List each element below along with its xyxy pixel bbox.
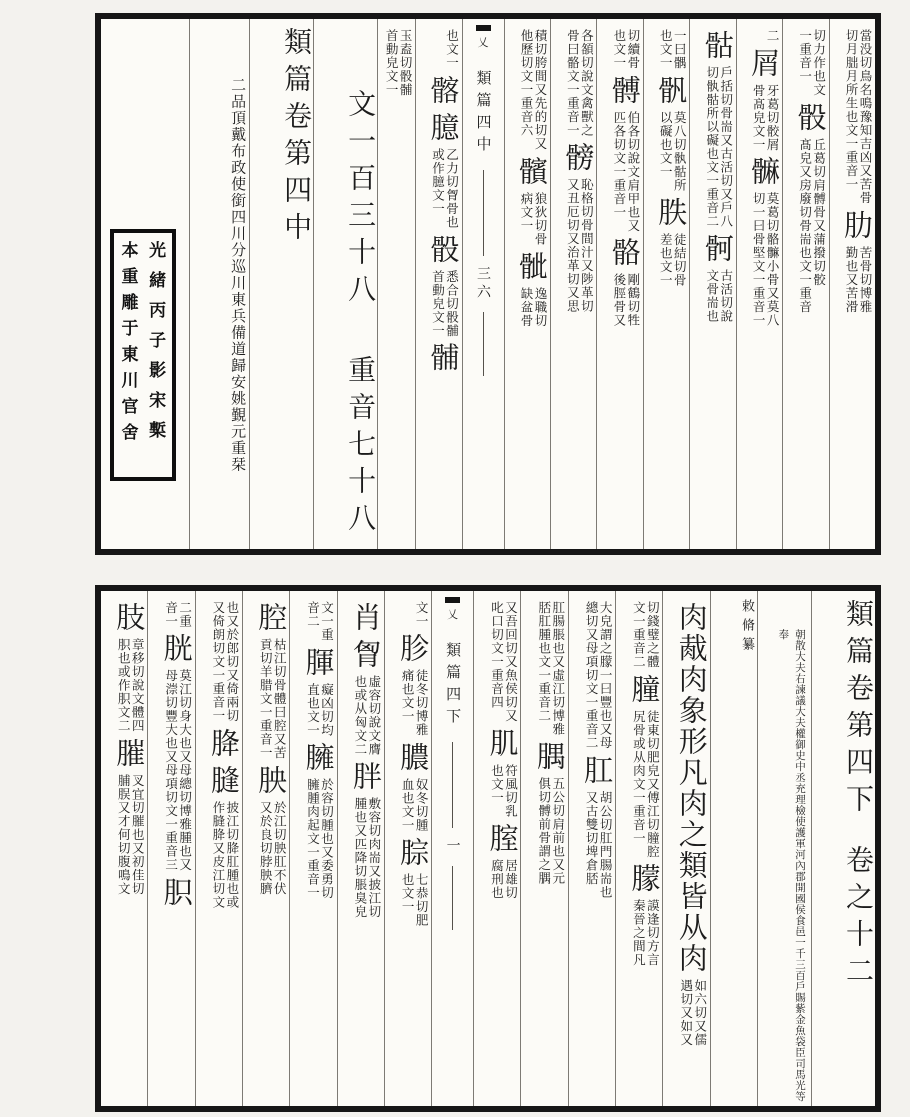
entry-character: 肖 (348, 602, 383, 633)
annotation-right-line: 悉合切骰䯙 (444, 269, 460, 337)
annotation-left-line: 也文一 (400, 872, 416, 913)
annotation-left-line: 或作臆文一 (430, 147, 446, 215)
annotation-left-line: 切一曰骨堅文一重音一 (751, 192, 767, 327)
text-column (289, 591, 336, 1106)
page-top-columns (101, 19, 875, 549)
annotation-right-line: 徒東切肥皃又傅江切膧腔 (645, 709, 661, 858)
entry-character: 胷 (348, 639, 383, 670)
entry-annotation (584, 791, 612, 899)
annotation-left-line: 遇切又如又 (678, 979, 694, 1047)
annotation-right-line: 文一 (414, 601, 430, 628)
text-column (520, 591, 567, 1106)
entry-character: 䯙 (426, 342, 461, 373)
entry-character: 骴 (514, 250, 549, 282)
entry-character: 胑 (159, 876, 194, 908)
annotation-right-line: 癡凶切均 (319, 682, 335, 737)
annotation-left-line: 髙皃又房廢切骨耑也文一重音 (797, 137, 813, 313)
entry-annotation (400, 669, 428, 737)
text-column (662, 591, 709, 1106)
text-column (829, 19, 875, 549)
entry-annotation (258, 638, 286, 760)
entry-character: 腟 (485, 822, 520, 854)
text-column (782, 19, 828, 549)
annotation-left-line: 貢切羊腊文一重音一 (258, 638, 274, 760)
annotation-left-line: 文骨耑也 (704, 269, 720, 323)
entry-annotation (353, 797, 381, 919)
annotation-left-line: 骨曰骼文一重音一 (565, 29, 581, 137)
annotation-right-line: 胡公切肛門腸耑也 (598, 790, 614, 899)
entry-annotation (612, 29, 640, 70)
text-column (195, 591, 242, 1106)
annotation-right-line: 謨逢切方言 (645, 899, 661, 967)
entry-annotation (612, 111, 640, 233)
text-column (615, 591, 662, 1106)
heading-text: 類篇卷第四中 (280, 27, 314, 249)
banxin-rule (452, 866, 453, 930)
annotation-right-line: 苦骨切博雅 (858, 245, 873, 313)
entry-annotation (519, 287, 547, 328)
banxin-rule (483, 170, 484, 256)
entry-character: 胗 (396, 633, 431, 664)
text-column (384, 591, 431, 1106)
spacer (359, 311, 361, 355)
text-column (710, 591, 757, 1106)
entry-character: 髂 (426, 74, 461, 106)
entry-character: 膖 (206, 764, 241, 796)
annotation-right-line: 莫葛切骼髍小骨又莫八 (765, 192, 781, 327)
annotation-right-line: 也又於郎切又倚兩切 (224, 601, 240, 723)
entry-annotation (400, 778, 428, 832)
entry-annotation (164, 601, 192, 628)
annotation-right-line: 莫江切身大也又母總切博雅腫也又 (177, 669, 193, 872)
entry-annotation (584, 601, 612, 750)
entry-annotation (565, 29, 593, 137)
entry-character: 肢 (112, 602, 147, 633)
annotation-right-line: 大皃謂之朦一曰豐也又母 (598, 601, 614, 750)
title-column (811, 591, 875, 1106)
annotation-right-line: 當没切鳥名鳴豫知吉凶又苦骨 (858, 29, 873, 205)
banxin-rule (483, 312, 484, 376)
annotation-left-line: 切月朏月所生也文一重音一 (844, 29, 859, 191)
annotation-left-line: 秦晉之間凡 (631, 899, 647, 967)
entry-annotation (705, 66, 733, 228)
annotation-right-line: 如六切又儒 (692, 979, 708, 1047)
text-column (596, 19, 642, 549)
banxin-folio-number: 三六 (475, 266, 491, 302)
banxin-fishtail-mark: 乂 (447, 608, 459, 621)
text-column (736, 19, 782, 549)
entry-annotation (798, 138, 826, 314)
entry-annotation (705, 269, 733, 323)
annotation-left-line: 母漴切豐大也又母項切文一重音三 (163, 669, 179, 872)
banxin-title: 類篇四下 (444, 642, 463, 730)
entry-annotation (211, 801, 239, 909)
text-column (473, 591, 520, 1106)
page-bottom-columns (101, 591, 875, 1106)
annotation-left-line: 也文一 (611, 29, 627, 70)
annotation-right-line: 剛鶴切牲 (625, 273, 641, 327)
annotation-right-line: 徒冬切博雅 (414, 669, 430, 737)
entry-character: 肌 (485, 727, 520, 759)
banxin-column (431, 591, 473, 1106)
entry-character: 骪 (654, 74, 689, 106)
text-column (415, 19, 461, 549)
banxin-block-mark (445, 597, 460, 603)
annotation-left-line: 尻骨或从肉文一重音一 (631, 709, 647, 845)
annotation-left-line: 匹各切文一重音一 (611, 110, 627, 219)
annotation-left-line: 總切又母項切文一重音二 (584, 601, 600, 750)
entry-annotation (116, 638, 144, 733)
entry-annotation (844, 29, 872, 205)
entry-annotation (751, 192, 779, 327)
annotation-left-line: 又倚朗切文一重音一 (210, 601, 226, 723)
annotation-right-line: 牙葛切骹屑 (765, 83, 781, 151)
text-column (550, 19, 596, 549)
banxin-title: 類篇四中 (474, 70, 493, 158)
annotation-right-line: 丘葛切肩髆骨又蒲撥切骹 (811, 137, 827, 286)
spacer (857, 821, 859, 845)
entry-character: 胱 (159, 633, 194, 664)
entry-annotation (631, 899, 659, 967)
annotation-left-line: 又於良切脖胦臍 (258, 800, 274, 895)
entry-character: 骰 (426, 233, 461, 265)
annotation-left-line: 骨髙皃文一 (751, 83, 767, 151)
annotation-right-line: 玉盍切骰䯙 (398, 29, 414, 97)
entry-annotation (519, 29, 547, 151)
entry-character: 䯊 (700, 233, 735, 264)
annotation-right-line: 恥格切骨間汁又陟革切 (579, 178, 595, 313)
annotation-right-line: 又吾回切又魚侯切又 (503, 601, 519, 723)
small-text: 朝散大夫右諫議大夫權御史中丞充理檢使護軍河內郡開國侯食邑一千三百戶賜紫金魚袋臣司馬光等奉 (777, 629, 806, 1102)
text-column (147, 591, 194, 1106)
annotation-left-line: 臃腫肉起文一重音一 (305, 777, 321, 899)
annotation-right-line: 伯各切說文肩甲也又 (625, 110, 641, 232)
heading-text: 類篇卷第四下 (842, 599, 875, 821)
banxin-rule (452, 742, 453, 828)
annotation-right-line: 文一重 (319, 601, 335, 642)
entry-annotation (445, 29, 459, 70)
annotation-left-line: 勤也又苦滑 (844, 245, 859, 313)
annotation-right-line: 居雄切 (503, 858, 519, 899)
annotation-right-line: 也文一 (444, 29, 460, 70)
annotation-right-line: 二重 (177, 601, 193, 628)
annotation-right-line: 於江切胦肛不伏 (272, 800, 288, 895)
annotation-right-line: 敷容切肉耑又披江切 (366, 797, 382, 919)
text-column (689, 19, 735, 549)
text-column (643, 19, 689, 549)
entry-annotation (489, 601, 517, 723)
text-column (504, 19, 550, 549)
entry-annotation (658, 29, 686, 70)
annotation-right-line: 切力作也文 (811, 29, 827, 97)
entry-annotation (384, 29, 412, 97)
entry-annotation (658, 111, 686, 192)
annotation-right-line: 逸職切 (532, 286, 548, 327)
annotation-left-line: 也文一 (489, 763, 505, 804)
annotation-right-line: 徒結切骨 (672, 232, 688, 287)
colophon-seal (110, 229, 176, 481)
entry-annotation (537, 601, 565, 736)
annotation-right-line: 奴冬切腫 (414, 777, 430, 832)
attribution-column (189, 19, 249, 549)
annotation-left-line: 差也文一 (658, 232, 674, 287)
page-bottom (95, 585, 881, 1112)
entry-annotation (658, 233, 686, 287)
annotation-right-line: 各頟切說文禽獸之 (579, 29, 595, 137)
annotation-left-line: 叱口切文一重音四 (489, 601, 505, 709)
entry-character: 骷 (700, 30, 735, 61)
entry-character: 髍 (747, 156, 782, 187)
entry-character: 骰 (793, 101, 828, 133)
annotation-left-line: 又古雙切埤倉脴 (584, 790, 600, 885)
annotation-left-line: 首動皃文一 (430, 269, 446, 337)
annotation-right-line: 符風切乳 (503, 763, 519, 818)
annotation-left-line: 文一重音二 (631, 601, 647, 669)
entry-character: 膗 (112, 737, 147, 769)
annotation-left-line: 首動皃文一 (384, 29, 400, 97)
entry-character: 胖 (348, 761, 383, 792)
seal-text-left: 本重雕于東川官舍 (117, 241, 138, 449)
entry-annotation (400, 873, 428, 927)
annotation-right-line: 切續骨 (625, 29, 641, 70)
entry-annotation (164, 669, 192, 872)
entry-annotation (431, 148, 459, 229)
entry-annotation (798, 29, 826, 97)
seal-column (101, 19, 189, 549)
annotation-left-line: 胑也或作胑文二 (116, 638, 132, 733)
entry-annotation (489, 859, 517, 900)
entry-annotation (431, 270, 459, 338)
text-column (377, 19, 415, 549)
text-column (568, 591, 615, 1106)
heading-text: 重音七十八 (344, 355, 378, 540)
entry-annotation (306, 601, 334, 642)
annotation-left-line: 音一 (163, 601, 179, 628)
text-column (337, 591, 384, 1106)
annotation-left-line: 作膖胮又皮江切文 (210, 800, 226, 909)
entry-annotation (751, 84, 779, 152)
entry-annotation (116, 774, 144, 896)
entry-annotation (211, 601, 239, 723)
entry-annotation (844, 246, 872, 314)
annotation-left-line: 缺盆骨 (518, 286, 534, 327)
entry-character: 腔 (254, 602, 289, 633)
entry-annotation (537, 777, 565, 885)
annotation-left-line: 血也文一 (400, 777, 416, 832)
annotation-left-line: 切骫骷所以礙也文一重音二 (704, 66, 720, 228)
annotation-right-line: 二 (765, 29, 781, 43)
annotation-right-line: 肛腸脹也又虛江切博雅 (550, 601, 566, 736)
entry-character: 腙 (396, 836, 431, 868)
annotation-left-line: 音二 (305, 601, 321, 628)
annotation-left-line: 脴肛腫也文一重音二 (536, 601, 552, 723)
entry-character: 屑 (747, 47, 782, 79)
annotation-right-line: 戶括切骨耑又古活切又戶八 (718, 66, 734, 228)
entry-annotation (306, 778, 334, 900)
text-column (242, 591, 289, 1106)
annotation-right-line: 狼狄切骨 (532, 191, 548, 246)
annotation-right-line: 五公切肩前也又元 (550, 777, 566, 885)
annotation-right-line: 莫八切骫骷所 (672, 110, 688, 192)
entry-character: 臃 (301, 741, 336, 773)
entry-annotation (414, 601, 428, 628)
entry-annotation (353, 675, 381, 756)
stats-column (313, 19, 377, 549)
annotation-right-line: 七恭切肥 (414, 872, 430, 927)
annotation-right-line: 切錢璧之體 (645, 601, 661, 669)
entry-character: 肋 (840, 209, 874, 241)
entry-character: 髈 (561, 142, 596, 173)
entry-character: 胦 (254, 764, 289, 796)
annotation-left-line: 腐刑也 (489, 858, 505, 899)
entry-annotation (258, 801, 286, 896)
entry-annotation (631, 710, 659, 859)
entry-character: 膧 (627, 673, 662, 705)
entry-character: 朦 (627, 863, 662, 894)
page-top (95, 13, 881, 555)
entry-annotation (489, 764, 517, 818)
annotation-left-line: 直也文一 (305, 682, 321, 737)
entry-character: 肉胾肉象形凡肉之類皆从肉 (674, 602, 709, 974)
annotation-right-line: 虛容切說文膺 (366, 675, 382, 756)
entry-annotation (631, 601, 659, 669)
banxin-column (462, 19, 504, 549)
entry-annotation (306, 683, 334, 737)
seal-text-right: 光緒丙子影宋槧 (145, 241, 166, 451)
annotation-right-line: 乙力切胷骨也 (444, 147, 460, 229)
annotation-left-line: 腫也又匹降切脹臭皃 (352, 797, 368, 919)
annotation-left-line: 也或从匈文二 (352, 675, 368, 756)
title-column (249, 19, 313, 549)
annotation-left-line: 脯脵又才何切腹鳴文 (116, 773, 132, 895)
annotation-right-line: 於容切腫也又委勇切 (319, 777, 335, 899)
annotation-left-line: 一重音一 (797, 29, 813, 83)
annotation-right-line: 積切胯間又先的切又 (532, 29, 548, 151)
entry-annotation (519, 192, 547, 246)
text-column (101, 591, 147, 1106)
annotation-right-line: 一曰髃 (672, 29, 688, 70)
banxin-block-mark (476, 25, 491, 31)
entry-character: 臆 (426, 111, 461, 143)
annotation-left-line: 也文一 (658, 29, 674, 70)
annotation-left-line: 痛也文一 (400, 669, 416, 723)
annotation-left-line: 病文一 (518, 191, 534, 232)
annotation-left-line: 後脛骨又 (611, 273, 627, 327)
annotation-right-line: 叉宜切膗也又初佳切 (130, 773, 146, 895)
annotation-right-line: 章移切說文體四 (130, 638, 146, 733)
annotation-left-line: 又丑厄切又治革切又思 (565, 178, 581, 313)
entry-character: 肛 (580, 754, 615, 786)
annotation-right-line: 枯江切骨體曰腔又苦 (272, 638, 288, 760)
entry-character: 髆 (607, 74, 642, 106)
small-text: 敕脩纂 (739, 599, 754, 656)
entry-annotation (679, 979, 707, 1047)
annotation-left-line: 他歷切文一重音六 (518, 29, 534, 137)
annotation-left-line: 以礙也文一 (658, 110, 674, 178)
entry-character: 骼 (607, 237, 642, 268)
entry-character: 腢 (532, 741, 567, 772)
annotation-left-line: 俱切髆前骨謂之腢 (536, 777, 552, 885)
entry-annotation (612, 273, 640, 327)
entry-character: 胅 (654, 196, 689, 228)
attribution-column (757, 591, 811, 1106)
small-text: 二品頂戴布政使銜四川分巡川東兵備道歸安姚覲元重栞 (229, 77, 248, 473)
entry-annotation (765, 29, 779, 43)
banxin-fishtail-mark: 乂 (477, 36, 489, 49)
entry-annotation (565, 178, 593, 313)
heading-text: 卷之十二 (842, 845, 875, 993)
entry-character: 髕 (514, 155, 549, 187)
entry-character: 胮 (206, 727, 241, 759)
heading-text: 文一百三十八 (344, 89, 378, 311)
annotation-right-line: 披江切胮肛腫也或 (224, 800, 240, 909)
entry-character: 腪 (301, 646, 336, 678)
entry-character: 膿 (396, 741, 431, 773)
annotation-right-line: 古活切說 (718, 269, 734, 323)
banxin-folio-number: 一 (444, 838, 461, 856)
